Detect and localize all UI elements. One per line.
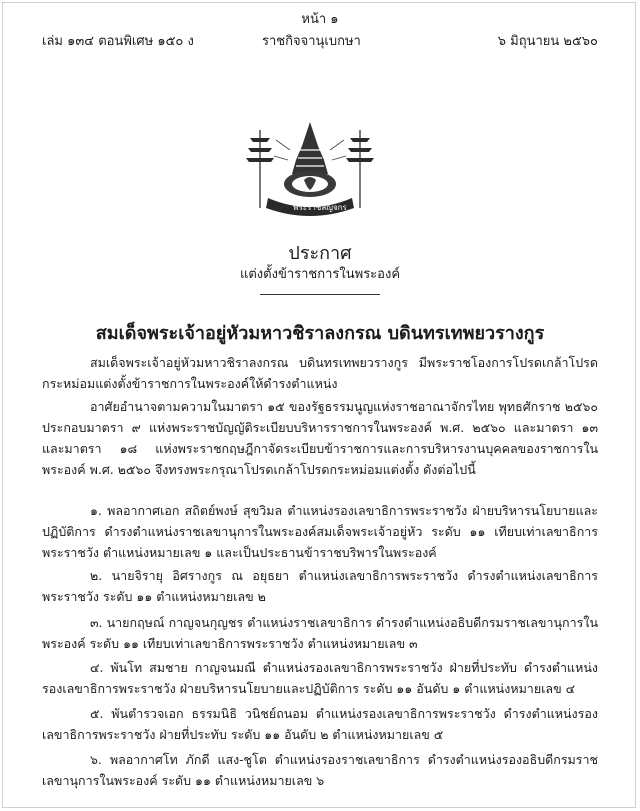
announcement-title: ประกาศ	[288, 243, 352, 264]
paragraph-preamble: สมเด็จพระเจ้าอยู่หัวมหาวชิราลงกรณ บดินทรเทพยวรางกูร มีพระราชโองการโปรดเกล้าโปรดกระหม่อมแต่งตั้งข้าราชการในพระองค์ให้ดำรงตำแหน่ง	[42, 355, 598, 391]
appointment-item: ๕. พันตำรวจเอก ธรรมนิธิ วนิชย์ถนอม ตำแหน่งรองเลขาธิการพระราชวัง ดำรงตำแหน่งรองเลขาธิการพระราชวัง ฝ่ายที่ประทับ ระดับ ๑๑ อันดับ ๒ ตำแหน่งหมายเลข ๕	[42, 706, 598, 742]
page-number: หน้า ๑	[301, 12, 339, 27]
appointment-item: ๔. พันโท สมชาย กาญจนมณี ตำแหน่งรองเลขาธิการพระราชวัง ฝ่ายที่ประทับ ดำรงตำแหน่งรองเลขาธิการพระราชวัง ฝ่ายบริหารนโยบายและปฏิบัติการ ระดับ ๑๑ อันดับ ๑ ตำแหน่งหมายเลข ๔	[42, 660, 598, 696]
issuer-name: สมเด็จพระเจ้าอยู่หัวมหาวชิราลงกรณ บดินทรเทพยวรางกูร	[95, 323, 545, 344]
gazette-name: ราชกิจจานุเบกษา	[262, 34, 361, 49]
appointment-item: ๒. นายจิรายุ อิศรางกูร ณ อยุธยา ตำแหน่งเลขาธิการพระราชวัง ดำรงตำแหน่งเลขาธิการพระราชวัง ระดับ ๑๑ ตำแหน่งหมายเลข ๒	[42, 568, 598, 604]
publication-date: ๖ มิถุนายน ๒๕๖๐	[497, 34, 598, 49]
announcement-subtitle: แต่งตั้งข้าราชการในพระองค์	[239, 267, 401, 282]
volume-issue: เล่ม ๑๓๔ ตอนพิเศษ ๑๕๐ ง	[42, 34, 194, 49]
appointment-item: ๑. พลอากาศเอก สถิตย์พงษ์ สุขวิมล ตำแหน่งรองเลขาธิการพระราชวัง ฝ่ายบริหารนโยบายและปฏิบัติการ ดำรงตำแหน่งราชเลขานุการในพระองค์สมเด็จพระเจ้าอยู่หัว ระดับ ๑๑ เทียบเท่าเลขาธิการพระราชวัง ตำแหน่งหมายเลข ๑ และเป็นประธานข้าราชบริพารในพระองค์	[42, 503, 598, 560]
appointment-item: ๓. นายกฤษณ์ กาญจนกุญชร ตำแหน่งราชเลขาธิการ ดำรงตำแหน่งอธิบดีกรมราชเลขานุการในพระองค์ ระดับ ๑๑ เทียบเท่าเลขาธิการพระราชวัง ตำแหน่งหมายเลข ๓	[42, 615, 598, 651]
gazette-header	[42, 30, 598, 48]
paragraph-authority: อาศัยอำนาจตามความในมาตรา ๑๕ ของรัฐธรรมนูญแห่งราชอาณาจักรไทย พุทธศักราช ๒๕๖๐ ประกอบมาตรา ๙ แห่งพระราชบัญญัติระเบียบบริหารราชการในพระองค์ พ.ศ. ๒๕๖๐ และมาตรา ๑๓ และมาตรา ๑๘ แห่งพระราชกฤษฎีกาจัดระเบียบข้าราชการและการบริหารงานบุคคลของราชการในพระองค์ พ.ศ. ๒๕๖๐ จึงทรงพระกรุณาโปรดเกล้าโปรดกระหม่อมแต่งตั้ง ดังต่อไปนี้	[42, 399, 598, 477]
seal-ribbon-text: พระราชลัญจกร	[293, 203, 347, 212]
appointment-item: ๖. พลอากาศโท ภักดี แสง-ชูโต ตำแหน่งรองราชเลขาธิการ ดำรงตำแหน่งรองอธิบดีกรมราชเลขานุการในพระองค์ ระดับ ๑๑ ตำแหน่งหมายเลข ๖	[42, 752, 598, 788]
divider	[260, 294, 380, 295]
